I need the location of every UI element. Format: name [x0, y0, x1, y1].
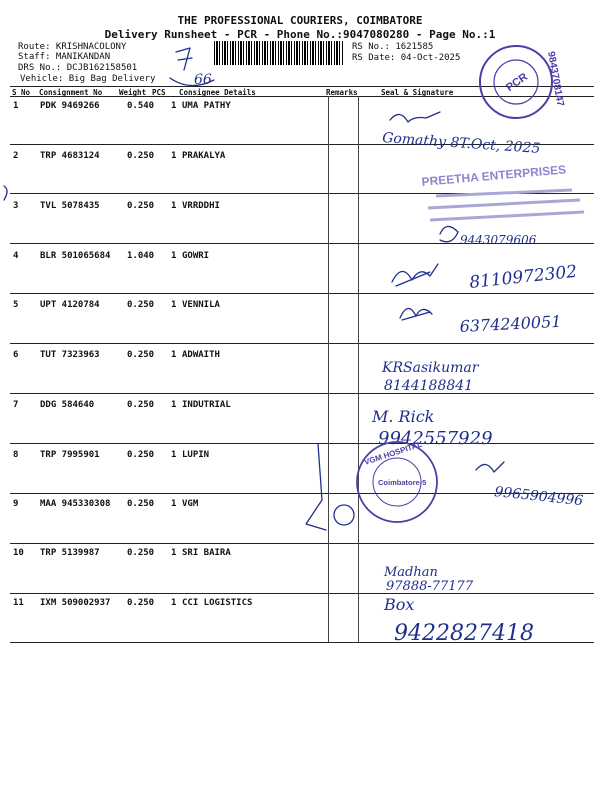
row-4-consignment: BLR 501065684	[40, 251, 111, 261]
row-11-pcs: 1	[171, 598, 177, 608]
row-6-weight: 0.250	[127, 350, 155, 360]
row-4-handwritten-phone: 8110972302	[468, 261, 579, 293]
row-11-consignment: IXM 509002937	[40, 598, 111, 608]
row-4-consignee: GOWRI	[182, 251, 210, 261]
row-4-pcs: 1	[171, 251, 177, 261]
row-6-handwritten-name: KRSasikumar	[382, 360, 479, 376]
vgm-stamp-title: VGM HOSPITAL	[363, 439, 424, 467]
row-3-signature-scribble	[440, 226, 458, 241]
pcr-stamp-number: 9843708147	[545, 50, 566, 108]
row-9-pcs: 1	[171, 499, 177, 509]
row-10-pcs: 1	[171, 548, 177, 558]
row-4-signature-scribble	[392, 264, 438, 286]
column-header-signature: Seal & Signature	[381, 88, 454, 97]
row-1-handwritten-name: Gomathy 8T.Oct, 2025	[381, 130, 541, 158]
row-1-sno: 1	[13, 101, 19, 111]
top-handwritten-mark: 66	[194, 72, 212, 88]
row-11-weight: 0.250	[127, 598, 155, 608]
row-3-consignment: TVL 5078435	[40, 201, 100, 211]
column-header-remarks: Remarks	[326, 88, 358, 97]
row-3-pcs: 1	[171, 201, 177, 211]
row-1-consignee: UMA PATHY	[182, 101, 231, 111]
row-5-handwritten-phone: 6374240051	[459, 311, 562, 336]
row-2-consignment: TRP 4683124	[40, 151, 100, 161]
row-4-weight: 1.040	[127, 251, 155, 261]
row-6-pcs: 1	[171, 350, 177, 360]
preetha-enterprises-stamp	[421, 162, 584, 220]
row-5-sno: 5	[13, 300, 19, 310]
column-header-weight: Weight	[119, 88, 147, 97]
bracket-scribble	[306, 444, 326, 530]
row-8-consignee: LUPIN	[182, 450, 210, 460]
row-1-weight: 0.540	[127, 101, 155, 111]
row-8-pcs: 1	[171, 450, 177, 460]
margin-mark	[4, 186, 7, 200]
row-1-signature-scribble	[390, 112, 440, 122]
row-6-handwritten-phone: 8144188841	[384, 378, 474, 394]
row-8-sno: 8	[13, 450, 19, 460]
drs-number: DRS No.: DCJB162158501	[18, 63, 138, 73]
row-5-weight: 0.250	[127, 300, 155, 310]
row-10-consignment: TRP 5139987	[40, 548, 100, 558]
row-2-sno: 2	[13, 151, 19, 161]
row-3-weight: 0.250	[127, 201, 155, 211]
row-9-consignee: VGM	[182, 499, 199, 509]
top-scribble	[176, 48, 192, 70]
rs-date: RS Date: 04-Oct-2025	[352, 53, 461, 63]
column-header-consignment: Consignment No	[39, 88, 103, 97]
row-7-sno: 7	[13, 400, 19, 410]
row-11-handwritten-name: Box	[384, 595, 415, 614]
row-6-consignee: ADWAITH	[182, 350, 220, 360]
row-5-consignment: UPT 4120784	[40, 300, 100, 310]
row-9-sno: 9	[13, 499, 19, 509]
row-7-consignee: INDUTRIAL	[182, 400, 231, 410]
row-3-sno: 3	[13, 201, 19, 211]
row-6-consignment: TUT 7323963	[40, 350, 100, 360]
row-5-pcs: 1	[171, 300, 177, 310]
column-header-consignee: Consignee Details	[179, 88, 256, 97]
vgm-hospital-stamp	[357, 440, 437, 522]
row-3-consignee: VRRDDHI	[182, 201, 220, 211]
row-4-sno: 4	[13, 251, 19, 261]
vgm-stamp-city: Coimbatore-5	[378, 478, 427, 487]
row-5-consignee: VENNILA	[182, 300, 220, 310]
rs-number: RS No.: 1621585	[352, 42, 434, 52]
row-8-signature-scribble	[476, 462, 504, 472]
row-10-sno: 10	[13, 548, 24, 558]
row-7-pcs: 1	[171, 400, 177, 410]
row-7-handwritten-name: M. Rick	[372, 407, 435, 426]
row-7-handwritten-phone: 9942557929	[378, 428, 493, 449]
row-3-handwritten-phone: 9443079606	[460, 233, 537, 247]
pcr-stamp	[480, 46, 566, 118]
route-label: Route: KRISHNACOLONY	[18, 42, 127, 52]
pcr-stamp-label: PCR	[504, 70, 531, 95]
row-2-pcs: 1	[171, 151, 177, 161]
row-7-consignment: DDG 584640	[40, 400, 95, 410]
row-7-weight: 0.250	[127, 400, 155, 410]
row-11-handwritten-phone: 9422827418	[394, 621, 534, 646]
row-10-handwritten-name: Madhan	[384, 565, 438, 580]
row-11-sno: 11	[13, 598, 24, 608]
row-5-signature-scribble	[400, 308, 432, 320]
row-2-consignee: PRAKALYA	[182, 151, 226, 161]
row-11-consignee: CCI LOGISTICS	[182, 598, 253, 608]
row-6-sno: 6	[13, 350, 19, 360]
row-8-weight: 0.250	[127, 450, 155, 460]
document-subtitle: Delivery Runsheet - PCR - Phone No.:9047080280 - Page No.:1	[104, 28, 496, 41]
row-10-weight: 0.250	[127, 548, 155, 558]
column-header-pcs: PCS	[152, 88, 166, 97]
staff-label: Staff: MANIKANDAN	[18, 52, 111, 62]
row-9-weight: 0.250	[127, 499, 155, 509]
row-8-handwritten-phone: 9965904996	[493, 484, 584, 510]
circled-mark	[334, 505, 354, 525]
stamp-company-name: PREETHA ENTERPRISES	[421, 162, 567, 189]
row-10-consignee: SRI BAIRA	[182, 548, 231, 558]
vehicle-label: Vehicle: Big Bag Delivery	[20, 74, 156, 84]
row-9-consignment: MAA 945330308	[40, 499, 111, 509]
column-header-sno: S No	[12, 88, 31, 97]
row-1-consignment: PDK 9469266	[40, 101, 100, 111]
row-8-consignment: TRP 7995901	[40, 450, 100, 460]
row-1-pcs: 1	[171, 101, 177, 111]
row-2-weight: 0.250	[127, 151, 155, 161]
row-10-handwritten-phone: 97888-77177	[386, 579, 474, 594]
document-title: THE PROFESSIONAL COURIERS, COIMBATORE	[177, 14, 423, 27]
